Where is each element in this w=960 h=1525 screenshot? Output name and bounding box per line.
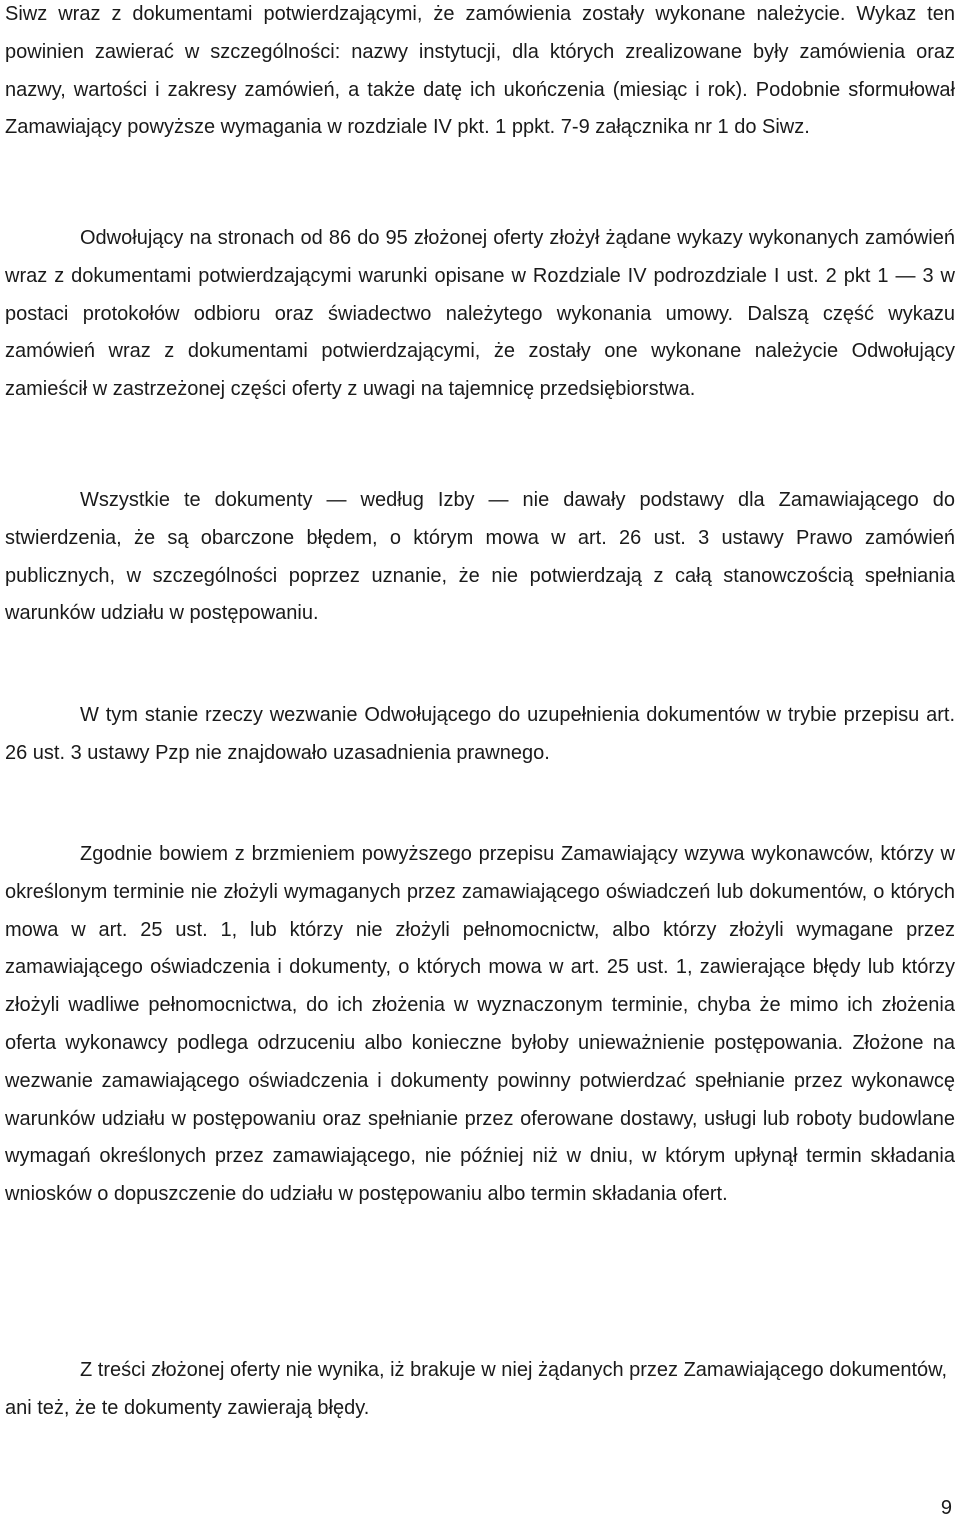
- paragraph-appellant-documents: Odwołujący na stronach od 86 do 95 złożonej oferty złożył żądane wykazy wykonanych zamówień wraz z dokumentami potwierdzającymi warunki opisane w Rozdziale IV podrozdziale I ust. 2 pkt 1 — 3 w postaci protokołów odbioru oraz świadectwo należytego wykonania umowy. Dalszą część wykazu zamówień wraz z dokumentami potwierdzającymi, że zostały one wykonane należycie Odwołujący zamieścił w zastrzeżonej części oferty z uwagi na tajemnicę przedsiębiorstwa.: [5, 227, 955, 401]
- paragraph-chamber-assessment: Wszystkie te dokumenty — według Izby — nie dawały podstawy dla Zamawiającego do stwierdzenia, że są obarczone błędem, o którym mowa w art. 26 ust. 3 ustawy Prawo zamówień publicznych, w szczególności poprzez uznanie, że nie potwierdzają z całą stanowczością spełniania warunków udziału w postępowaniu.: [5, 489, 955, 625]
- paragraph-legal-provision: Zgodnie bowiem z brzmieniem powyższego przepisu Zamawiający wzywa wykonawców, którzy w określonym terminie nie złożyli wymaganych przez zamawiającego oświadczeń lub dokumentów, o których mowa w art. 25 ust. 1, lub którzy nie złożyli pełnomocnictw, albo którzy złożyli wymagane przez zamawiającego oświadczenia i dokumenty, o których mowa w art. 25 ust. 1, zawierające błędy lub którzy złożyli wadliwe pełnomocnictwa, do ich złożenia w wyznaczonym terminie, chyba że mimo ich złożenia oferta wykonawcy podlega odrzuceniu albo konieczne byłoby unieważnienie postępowania. Złożone na wezwanie zamawiającego oświadczenia i dokumenty powinny potwierdzać spełnianie przez wykonawcę warunków udziału w postępowaniu oraz spełnianie przez oferowane dostawy, usługi lub roboty budowlane wymagań określonych przez zamawiającego, nie później niż w dniu, w którym upłynął termin składania wniosków o dopuszczenie do udziału w postępowaniu albo termin składania ofert.: [5, 843, 955, 1206]
- paragraph-conclusion: Z treści złożonej oferty nie wynika, iż brakuje w niej żądanych przez Zamawiającego dokumentów, ani też, że te dokumenty zawierają błędy.: [5, 1359, 948, 1419]
- paragraph-siwz-requirements: Siwz wraz z dokumentami potwierdzającymi, że zamówienia zostały wykonane należycie. Wykaz ten powinien zawierać w szczególności: nazwy instytucji, dla których zrealizowane były zamówienia oraz nazwy, wartości i zakresy zamówień, a także datę ich ukończenia (miesiąc i rok). Podobnie sformułował Zamawiający powyższe wymagania w rozdziale IV pkt. 1 ppkt. 7-9 załącznika nr 1 do Siwz.: [5, 3, 955, 139]
- page-number: 9: [940, 1497, 952, 1519]
- paragraph-summons-unjustified: W tym stanie rzeczy wezwanie Odwołującego do uzupełnienia dokumentów w trybie przepisu art. 26 ust. 3 ustawy Pzp nie znajdowało uzasadnienia prawnego.: [5, 704, 955, 764]
